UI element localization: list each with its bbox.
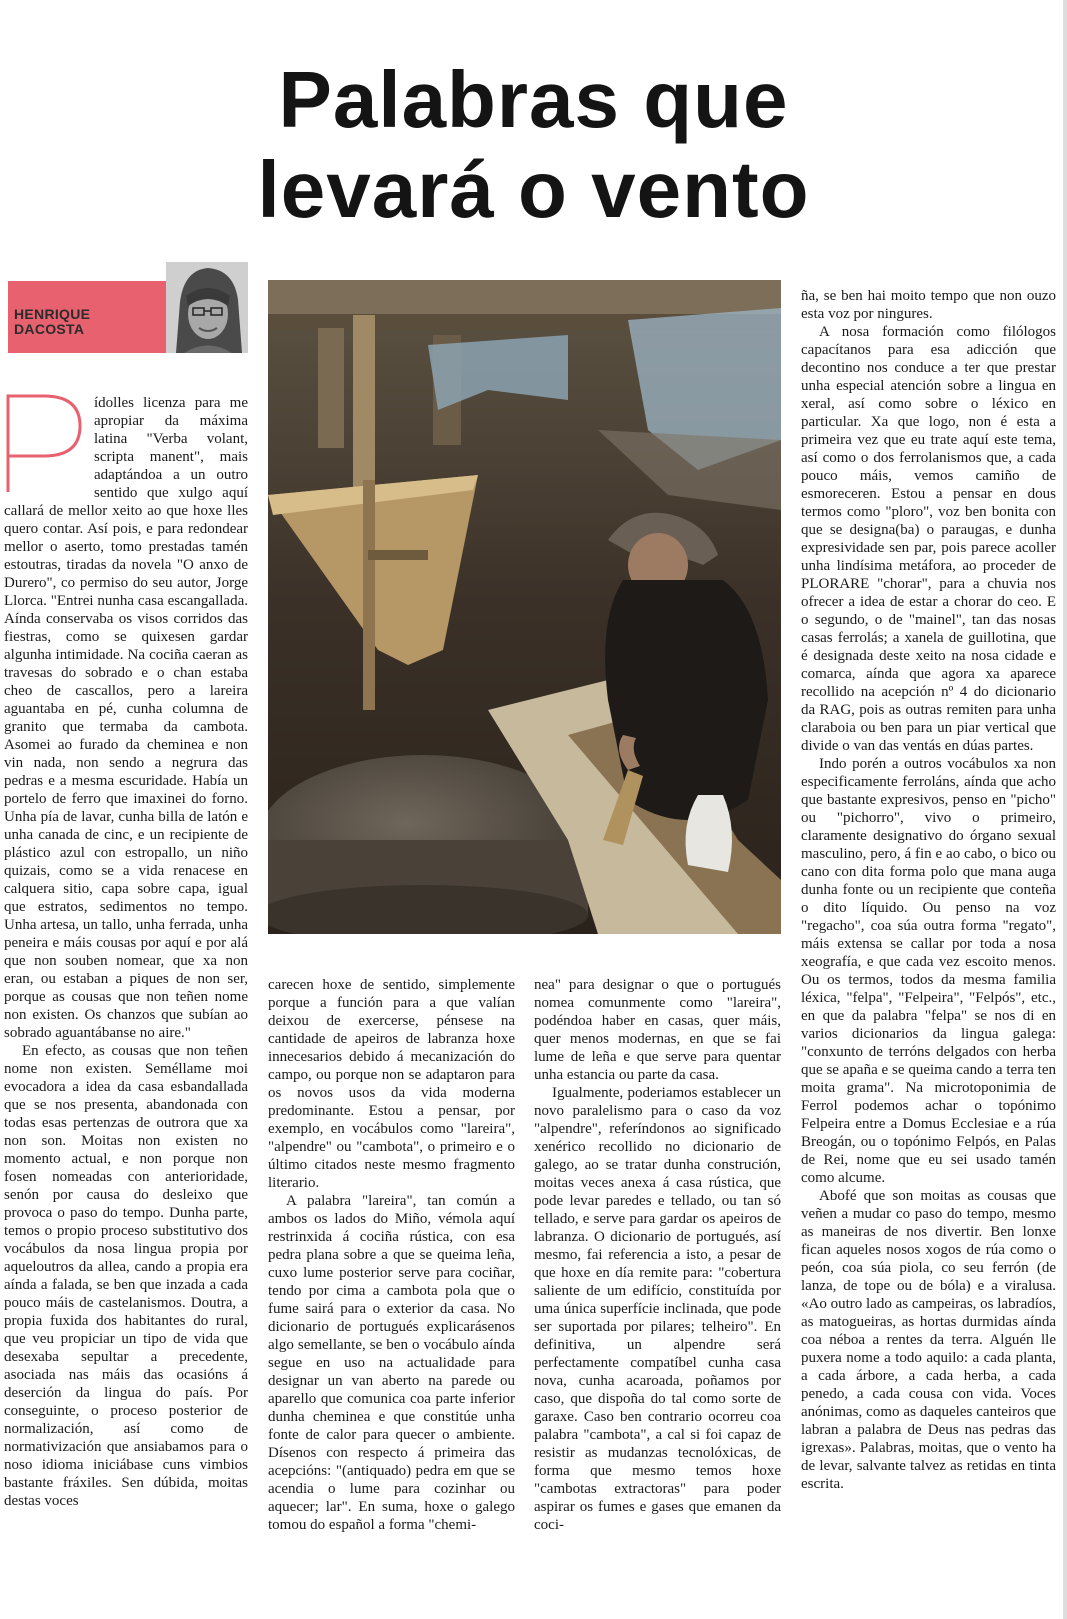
col3-paragraph-2: Igualmente, poderiamos establecer un novo paralelismo para o caso da voz "alpendre", referíndonos ao significado xenérico recollido no dicionario de galego, ao se tratar dunha construción, moitas veces anexa á casa rústica, que pode levar paredes e tellado, ou tan só tellado, e serve para gardar os apeiros de labranza. O dicionario de portugués, así mesmo, fai referencia a isto, a pesar de que hoxe en día remite para: "cobertura saliente de um edifício, constituída por uma única superfície inclinada, que pode ser suportada por pilares; telheiro". En definitiva, un alpendre será perfectamente compatíbel cunha casa nova, cunha acaroada, poñamos por caso, que dispoña do tal como sorte de garaxe. Caso ben contrario ocorreu coa palabra "cambota", a cal si foi capaz de resistir as mudanzas tecnolóxicas, de forma que mesmo temos hoxe "cambotas extractoras" para poder aspirar os fumes e gases que emanen da coci-	[534, 1085, 781, 1533]
col3-paragraph-1: nea" para designar o que o portugués nomea comunmente como "lareira", podéndoa haber en casas, quer máis, quer menos modernas, en que se fai lume de leña e que serve para quentar unha estancia ou parte da casa.	[534, 977, 781, 1083]
mill-photograph	[268, 280, 781, 934]
author-byline	[8, 281, 166, 353]
col4-paragraph-1: ña, se ben hai moito tempo que non ouzo esta voz por ningures.	[801, 288, 1056, 322]
page-edge-shadow	[1063, 0, 1067, 1619]
col2-paragraph-1: carecen hoxe de sentido, simplemente porque a función para a que valían deixou de exercerse, pénsese na cantidade de apeiros de labranza hoxe innecesarios debido á mecanización do campo, ou porque non se adaptaron para os novos usos da vida moderna predominante. Estou a pensar, por exemplo, en vocábulos como "lareira", "alpendre" ou "cambota", o primeiro e o último citados neste mesmo fragmento literario.	[268, 977, 515, 1191]
col4-paragraph-4: Abofé que son moitas as cousas que veñen a mudar co paso do tempo, mesmo as maneiras de nos divertir. Ben lonxe fican aqueles nosos xogos de rúa como o peón, coa súa piola, co seu ferrón (de lanza, de tope ou de bóla) e a viralusa. «Ao outro lado as campeiras, os labradíos, as matogueiras, as hortas durmidas aínda coa néboa a rentes da terra. Alguén lle puxera nome a todo aquilo: a cada planta, a cada árbore, a cada herba, a cada penedo, a cada cousa con vida. Voces anónimas, como as daqueles canteiros que labran a palabra de Deus nas pedras das igrexas». Palabras, moitas, que o vento ha de levar, salvante talvez as retidas en tinta escrita.	[801, 1188, 1056, 1492]
col1-paragraph-2: En efecto, as cousas que non teñen nome non existen. Seméllame moi evocadora a idea da casa esbandallada que se nos presenta, abandonada con todas esas pertenzas de outrora que xa non son. Moitas non existen no momento actual, e non porque non fosen nomeadas con anterioridade, senón por causa do desleixo que provoca o paso do tempo. Dunha parte, temos o propio proceso substitutivo dos vocábulos da nosa lingua propia por aqueloutros da allea, cando a propia era aínda a falada, se ben que inzada a cada pouco máis de castelanismos. Doutra, a propia fuxida dos habitantes do rural, que veu propiciar un tipo de vida que desexaba sepultar a precedente, asociada nas máis das ocasións á deserción da lingua do país. Por conseguinte, o proceso posterior de normalización, así como de normativización que ansiabamos para o noso idioma iniciábase cuns vimbios bastante fráxiles. Sen dúbida, moitas destas voces	[4, 1043, 248, 1509]
text-column-1	[4, 394, 248, 1510]
drop-cap	[2, 392, 86, 493]
author-name: HENRIQUE DACOSTA	[14, 306, 91, 337]
text-column-2	[268, 976, 515, 1534]
col1-paragraph-1: ídolles licenza para me apropiar da máxima latina "Verba volant, scripta manent", mais adaptándoa a un outro sentido que xulgo aquí callará de mellor xeito ao que hoxe lles quero contar. Así pois, e para redondear mellor o aserto, tomo prestadas tamén estoutras, tiradas da novela "O anxo de Durero", co permiso do seu autor, Jorge Llorca. "Entrei nunha casa escangallada. Aínda conservaba os visos corridos das fiestras, como se quixesen gardar algunha intimidade. Na cociña caeran as travesas do sobrado e o chan estaba cheo de cascallos, pero a lareira aguantaba en pé, cunha columna de granito que termaba da cambota. Asomei ao furado da cheminea e non vin nada, non sendo a negrura das pedras e a mesma escuridade. Había un portelo de ferro que imaxinei do forno. Unha pía de lavar, cunha billa de latón e unha canada de cinc, e un recipiente de plástico azul con estropallo, un niño quizais, como se a vida renacese en calquera sitio, capa sobre capa, igual que estratos, sedimentos no tempo. Unha artesa, un tallo, unha ferrada, unha peneira e máis cousas por aquí e por alá que non souben nomear, que xa non eran, ou estaban a piques de non ser, porque as cousas que non teñen nome non existen. Os chanzos que subían ao sobrado aguantábanse no aire."	[4, 395, 248, 1041]
title-line-1: Palabras que	[278, 55, 789, 144]
col2-paragraph-2: A palabra "lareira", tan común a ambos os lados do Miño, vémola aquí restrinxida á cociña rústica, con esa pedra plana sobre a que se queima leña, cuxo lume posterior serve para cociñar, tendo por cima a cambota pola que o fume sairá para o exterior da casa. No dicionario de portugués explicarásenos algo semellante, se ben o vocábulo aínda segue en uso na actualidade para designar un van aberto na parede ou aparello que comunica coa parte inferior dunha cheminea e que constitúe unha fonte de calor para quecer o ambiente. Dísenos con respecto á primeira das acepcións: "(antiquado) pedra em que se acendia o lume para cozinhar ou aquecer; lar". En suma, hoxe o galego tomou do español a forma "chemi-	[268, 1193, 515, 1533]
title-line-2: levará o vento	[257, 145, 810, 234]
text-column-3	[534, 976, 781, 1534]
author-portrait	[166, 262, 248, 353]
text-column-4	[801, 287, 1056, 1493]
col4-paragraph-2: A nosa formación como filólogos capacítanos para esa adicción que decontino nos conduce a ter que prestar unha especial atención sobre a lingua en xeral, así como sobre o léxico en particular. Xa que logo, non é esta a primeira vez que eu trate aquí este tema, así como o dos ferrolanismos que, a cada pouco máis, vemos camiño de esmoreceren. Estou a pensar en dous termos como "ploro", voz ben bonita con que se designa(ba) o paraugas, e dunha expresividade sen par, pois parece acoller unha lindísima metáfora, ao proceder de PLORARE "chorar", para a chuvia nos ofrecer a idea de estar a chorar do ceo. E o segundo, o de "mainel", tan das nosas casas ferrolás; a xanela de guillotina, que é designada deste xeito na nosa cidade e comarca, aínda que agora xa aparece recollido na acepción nº 4 do dicionario da RAG, pois as outras remiten para unha claraboia ou ben para un piar vertical que divide o van das ventás en dúas partes.	[801, 324, 1056, 754]
col4-paragraph-3: Indo porén a outros vocábulos xa non especificamente ferroláns, aínda que acho que bastante expresivos, penso en "picho" ou "pichorro", vivo o primeiro, claramente designativo do órgano sexual masculino, pero, á fin e ao cabo, o bico ou cano con dita forma polo que mana auga dunha fonte ou un recipiente que conteña o dito líquido. Ou penso na voz "regacho", coa súa outra forma "regato", máis extensa se callar por toda a nosa xeografía, e que cada vez escoito menos. Ou os termos, todos da mesma familia léxica, "felpa", "Felpeira", "Felpós", etc., en que da palabra "felpa" se nos di en varios dicionarios da lingua galega: "conxunto de terróns delgados con herba que se apaña e se queima cando a terra ten moita grama". Na microtoponimia de Ferrol podemos achar o topónimo Felpeira entre a Domus Ecclesiae e a rúa Breogán, ou o topónimo Felpós, en Palas de Rei, nome que eu sei usado tamén como alcume.	[801, 756, 1056, 1186]
article-title	[0, 55, 1067, 235]
